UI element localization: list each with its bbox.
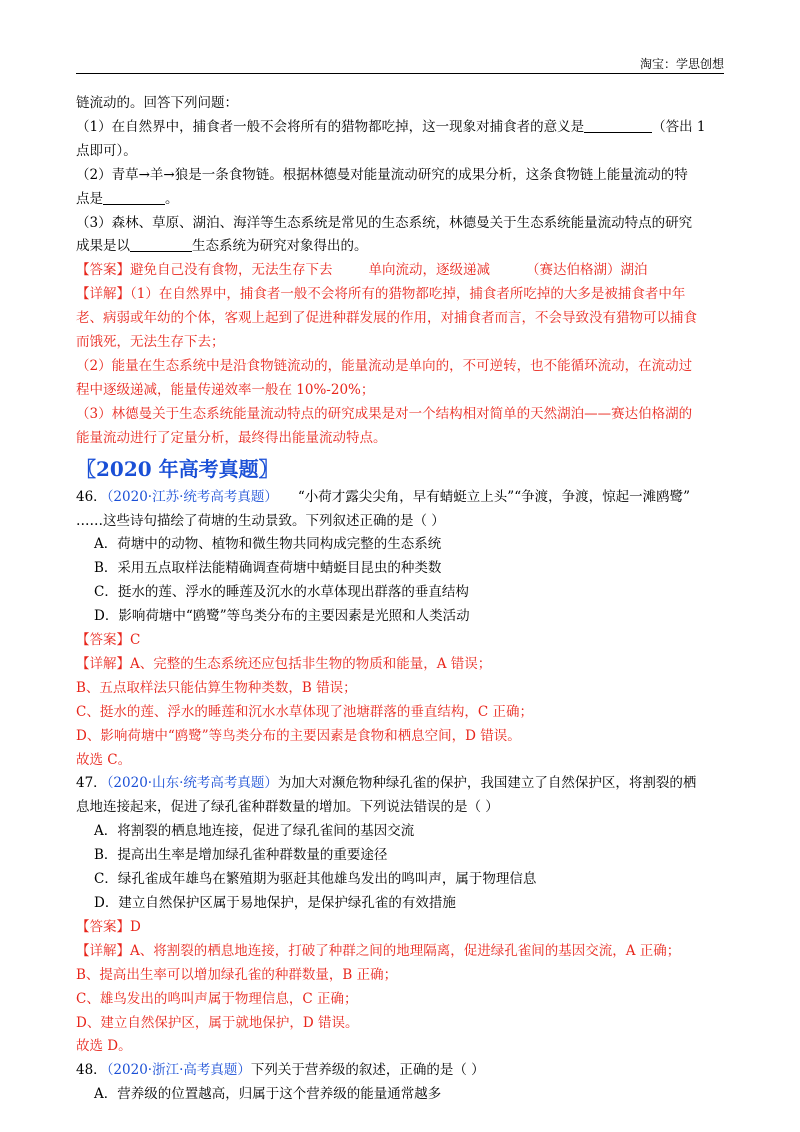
prev-q1-note: （答出 1: [652, 118, 706, 135]
q47-option-c: C．绿孔雀成年雄鸟在繁殖期为驱赶其他雄鸟发出的鸣叫声，属于物理信息: [94, 871, 537, 888]
page-header: 淘宝：学思创想: [639, 57, 724, 71]
prev-q3-end: 生态系统为研究对象得出的。: [192, 238, 368, 255]
prev-detail-3a: （3）林德曼关于生态系统能量流动特点的研究成果是对一个结构相对简单的天然湖泊——赛达伯格湖的: [76, 405, 693, 422]
q46-option-c: C．挺水的莲、浮水的睡莲及沉水的水草体现出群落的垂直结构: [94, 584, 469, 601]
prev-q3-line: （3）森林、草原、湖泊、海洋等生态系统是常见的生态系统，林德曼关于生态系统能量流动特点的研究: [76, 214, 693, 231]
detail-text: （1）在自然界中，捕食者一般不会将所有的猎物都吃掉，捕食者所吃掉的大多是被捕食者中年: [130, 286, 686, 303]
prev-question-tail: 链流动的。回答下列问题：: [76, 95, 238, 111]
answer-part-2: 单向流动，逐级递减: [368, 262, 490, 279]
prev-q3-text: 成果是以: [76, 238, 130, 255]
q47-detail-d: D、建立自然保护区，属于就地保护，D 错误。: [76, 1014, 359, 1031]
detail-text: A、将割裂的栖息地连接，打破了种群之间的地理隔离，促进绿孔雀间的基因交流，A 正确；: [130, 942, 681, 959]
prev-detail-2a: （2）能量在生态系统中是沿食物链流动的，能量流动是单向的，不可逆转，也不能循环流动，在流动过: [76, 357, 693, 374]
q47-option-b: B．提高出生率是增加绿孔雀种群数量的重要途径: [94, 847, 388, 864]
q47-stem: [76, 772, 724, 796]
question-stem: “小荷才露尖尖角，早有蜻蜓立上头”“争渡，争渡，惊起一滩鸥鹭”: [297, 488, 690, 505]
q46-stem: [76, 486, 724, 510]
q46-conclusion: 故选 C。: [76, 751, 132, 768]
answer-part-1: 避免自己没有食物，无法生存下去: [130, 262, 333, 279]
detail-label: 【详解】: [76, 286, 130, 303]
question-source: （2020·山东·统考高考真题）: [106, 775, 278, 792]
prev-q2-line-2: [76, 188, 724, 212]
section-title: 〖2020 年高考真题〗: [76, 456, 279, 481]
question-number: 48．: [76, 1062, 107, 1079]
answer-value: C: [130, 632, 141, 649]
q46-option-d: D．影响荷塘中“鸥鹭”等鸟类分布的主要因素是光照和人类活动: [94, 608, 470, 625]
question-number: 47．: [76, 775, 107, 792]
q47-detail-b: B、提高出生率可以增加绿孔雀的种群数量，B 正确；: [76, 966, 398, 983]
prev-q2-end: 。: [165, 190, 179, 207]
prev-detail-3b: 能量流动进行了定量分析，最终得出能量流动特点。: [76, 429, 387, 446]
answer-label: 【答案】: [76, 632, 130, 649]
q46-detail-b: B、五点取样法只能估算生物种类数，B 错误；: [76, 679, 357, 696]
prev-q2-text: 点是: [76, 190, 103, 207]
q47-conclusion: 故选 D。: [76, 1038, 132, 1055]
prev-q2-line: （2）青草→羊→狼是一条食物链。根据林德曼对能量流动研究的成果分析，这条食物链上能量流动的特: [76, 166, 688, 183]
question-number: 46．: [76, 488, 107, 505]
answer-part-3: （赛达伯格湖）湖泊: [526, 262, 648, 279]
answer-blank: [130, 237, 192, 252]
prev-q1-text: （1）在自然界中，捕食者一般不会将所有的猎物都吃掉，这一现象对捕食者的意义是: [76, 118, 585, 135]
q46-answer: [76, 629, 724, 653]
prev-detail-2b: 程中逐级递减，能量传递效率一般在 10%-20%；: [76, 381, 375, 398]
q46-detail-c: C、挺水的莲、浮水的睡莲和沉水水草体现了池塘群落的垂直结构，C 正确；: [76, 703, 533, 720]
question-source: （2020·浙江·高考真题）: [106, 1062, 251, 1079]
prev-detail-1b: 老、病弱或年幼的个体，客观上起到了促进种群发展的作用，对捕食者而言，不会导致没有猎物可以捕食: [76, 310, 697, 327]
q48-stem: [76, 1059, 724, 1083]
prev-q1-line-2: 点即可）。: [76, 142, 137, 159]
q46-option-b: B．采用五点取样法能精确调查荷塘中蜻蜓目昆虫的种类数: [94, 560, 442, 577]
prev-q1-line: [76, 116, 724, 140]
answer-label: 【答案】: [76, 918, 130, 935]
answer-label: 【答案】: [76, 262, 130, 279]
question-stem: 为加大对濒危物种绿孔雀的保护，我国建立了自然保护区，将割裂的栖: [277, 775, 697, 792]
q46-detail-d: D、影响荷塘中“鸥鹭”等鸟类分布的主要因素是食物和栖息空间，D 错误。: [76, 727, 521, 744]
detail-text: A、完整的生态系统还应包括非生物的物质和能量，A 错误；: [130, 655, 492, 672]
prev-answer: [76, 259, 724, 283]
answer-blank: [103, 190, 165, 205]
prev-q3-line-2: [76, 235, 724, 259]
q47-detail-a: [76, 940, 724, 964]
prev-detail-1: [76, 283, 724, 307]
header-divider: [76, 73, 724, 74]
q46-detail-a: [76, 653, 724, 677]
detail-label: 【详解】: [76, 942, 130, 959]
question-source: （2020·江苏·统考高考真题）: [106, 488, 278, 505]
q47-detail-c: C、雄鸟发出的鸣叫声属于物理信息，C 正确；: [76, 990, 358, 1007]
question-stem: 下列关于营养级的叙述，正确的是（ ）: [250, 1062, 485, 1079]
document-body: [76, 92, 724, 1107]
q47-option-d: D．建立自然保护区属于易地保护，是保护绿孔雀的有效措施: [94, 895, 456, 911]
prev-detail-1c: 而饿死，无法生存下去；: [76, 334, 225, 351]
q46-option-a: A．荷塘中的动物、植物和微生物共同构成完整的生态系统: [94, 536, 442, 553]
q46-stem-2: ……这些诗句描绘了荷塘的生动景致。下列叙述正确的是（ ）: [76, 512, 445, 529]
answer-value: D: [130, 918, 141, 935]
q48-option-a: A．营养级的位置越高，归属于这个营养级的能量通常越多: [94, 1086, 442, 1103]
detail-label: 【详解】: [76, 655, 130, 672]
q47-option-a: A．将割裂的栖息地连接，促进了绿孔雀间的基因交流: [94, 823, 415, 840]
q47-stem-2: 息地连接起来，促进了绿孔雀种群数量的增加。下列说法错误的是（ ）: [76, 799, 499, 816]
answer-blank: [584, 118, 652, 133]
q47-answer: [76, 916, 724, 940]
